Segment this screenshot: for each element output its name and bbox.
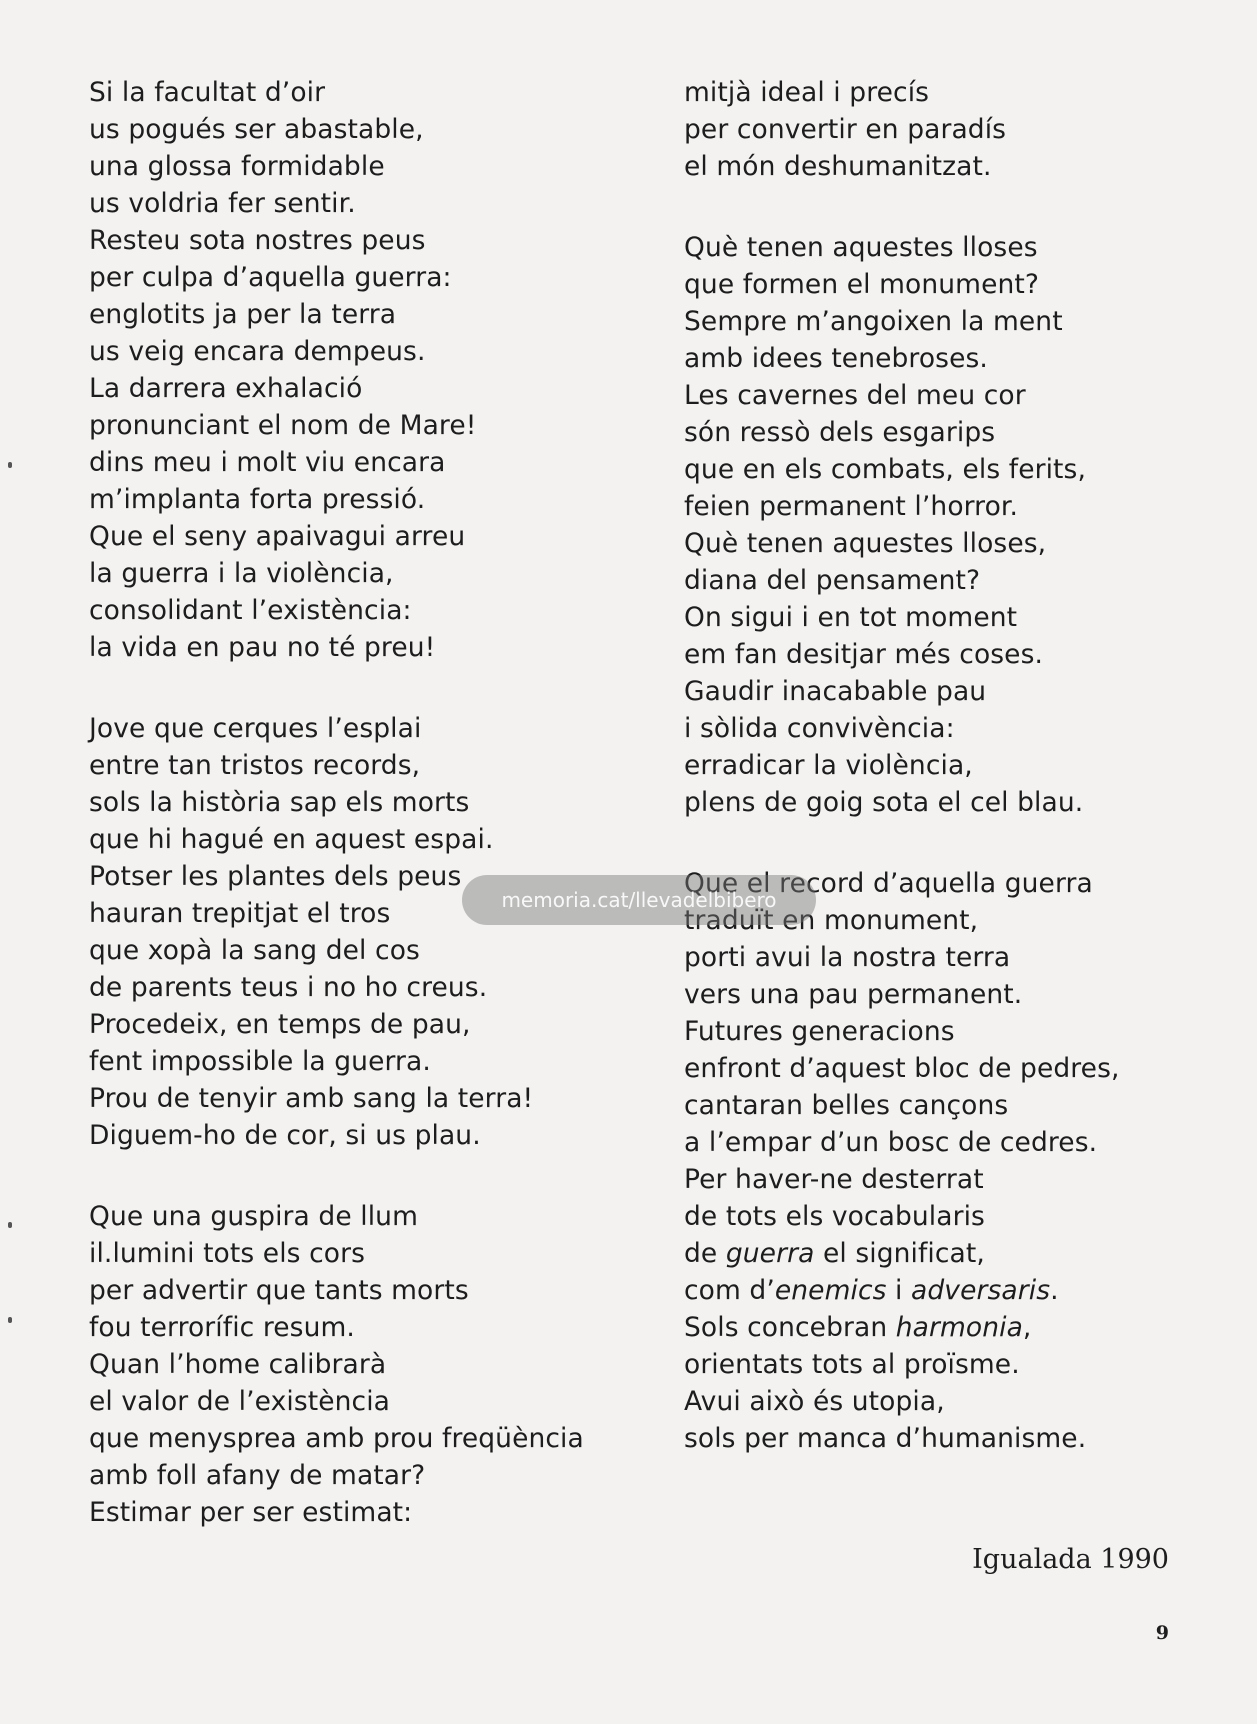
verse-line: Estimar per ser estimat:	[89, 1497, 413, 1528]
verse-line: Avui això és utopia,	[684, 1386, 945, 1417]
verse-line: sols per manca d’humanisme.	[684, 1423, 1087, 1454]
verse-line: la vida en pau no té preu!	[89, 632, 436, 663]
verse-line: per advertir que tants morts	[89, 1275, 469, 1306]
verse-line: que en els combats, els ferits,	[684, 454, 1086, 485]
verse-line: amb foll afany de matar?	[89, 1460, 426, 1491]
emphasis-text: enemics	[774, 1275, 887, 1306]
line-text: Sols concebran	[684, 1312, 896, 1343]
verse-line: per convertir en paradís	[684, 114, 1007, 145]
verse-line: Que una guspira de llum	[89, 1201, 418, 1232]
verse-line: Quan l’home calibrarà	[89, 1349, 387, 1380]
verse-line: il.lumini tots els cors	[89, 1238, 365, 1269]
verse-line: Futures generacions	[684, 1016, 955, 1047]
verse-line: una glossa formidable	[89, 151, 385, 182]
verse-line: englotits ja per la terra	[89, 299, 397, 330]
verse-line: sols la història sap els morts	[89, 787, 470, 818]
verse-line: que xopà la sang del cos	[89, 935, 420, 966]
verse-line: m’implanta forta pressió.	[89, 484, 426, 515]
right-column	[684, 74, 1184, 1501]
verse-line: Gaudir inacabable pau	[684, 676, 987, 707]
verse-line: Què tenen aquestes lloses,	[684, 528, 1047, 559]
verse-line: amb idees tenebroses.	[684, 343, 988, 374]
verse-line: erradicar la violència,	[684, 750, 973, 781]
scan-speck	[8, 1222, 12, 1228]
verse-line: us voldria fer sentir.	[89, 188, 356, 219]
verse-line: Què tenen aquestes lloses	[684, 232, 1038, 263]
verse-line: entre tan tristos records,	[89, 750, 421, 781]
verse-line: de parents teus i no ho creus.	[89, 972, 488, 1003]
verse-line: per culpa d’aquella guerra:	[89, 262, 452, 293]
verse-line: Resteu sota nostres peus	[89, 225, 426, 256]
verse-line: Potser les plantes dels peus	[89, 861, 462, 892]
verse-line: diana del pensament?	[684, 565, 981, 596]
verse-line: que menysprea amb prou freqüència	[89, 1423, 584, 1454]
verse-line: porti avui la nostra terra	[684, 942, 1011, 973]
verse-line: Que el seny apaivagui arreu	[89, 521, 466, 552]
verse-line	[684, 1272, 1184, 1309]
verse-line: vers una pau permanent.	[684, 979, 1023, 1010]
verse-line	[684, 1235, 1184, 1272]
line-text: el significat,	[814, 1238, 985, 1269]
verse-line: que hi hagué en aquest espai.	[89, 824, 494, 855]
verse-line: el valor de l’existència	[89, 1386, 390, 1417]
verse-line: Diguem-ho de cor, si us plau.	[89, 1120, 481, 1151]
verse-line: Que el record d’aquella guerra	[684, 868, 1093, 899]
stanza-3	[89, 1198, 649, 1531]
left-column	[89, 74, 649, 1575]
stanza-5	[684, 229, 1184, 821]
stanza-1	[89, 74, 649, 666]
emphasis-text: guerra	[725, 1238, 815, 1269]
verse-line: enfront d’aquest bloc de pedres,	[684, 1053, 1120, 1084]
verse-line: orientats tots al proïsme.	[684, 1349, 1020, 1380]
verse-line: i sòlida convivència:	[684, 713, 955, 744]
verse-line: plens de goig sota el cel blau.	[684, 787, 1084, 818]
verse-line: em fan desitjar més coses.	[684, 639, 1044, 670]
verse-line: feien permanent l’horror.	[684, 491, 1018, 522]
verse-line: Les cavernes del meu cor	[684, 380, 1026, 411]
verse-line: el món deshumanitzat.	[684, 151, 992, 182]
line-text: com d’	[684, 1275, 775, 1306]
verse-line: Per haver-ne desterrat	[684, 1164, 984, 1195]
verse-line: traduït en monument,	[684, 905, 979, 936]
stanza-2	[89, 710, 649, 1154]
verse-line: hauran trepitjat el tros	[89, 898, 391, 929]
emphasis-text: harmonia	[895, 1312, 1023, 1343]
verse-line: mitjà ideal i precís	[684, 77, 930, 108]
verse-line: pronunciant el nom de Mare!	[89, 410, 477, 441]
line-text: .	[1050, 1275, 1059, 1306]
watermark-badge: memoria.cat/llevadelbibero	[462, 875, 816, 925]
verse-line: us pogués ser abastable,	[89, 114, 424, 145]
verse-line: On sigui i en tot moment	[684, 602, 1018, 633]
verse-line: la guerra i la violència,	[89, 558, 394, 589]
verse-line: Si la facultat d’oir	[89, 77, 326, 108]
verse-line: són ressò dels esgarips	[684, 417, 996, 448]
verse-line: consolidant l’existència:	[89, 595, 412, 626]
line-text: ,	[1022, 1312, 1032, 1343]
verse-line: a l’empar d’un bosc de cedres.	[684, 1127, 1098, 1158]
stanza-6	[684, 865, 1184, 1457]
verse-line: cantaran belles cançons	[684, 1090, 1009, 1121]
verse-line: fou terrorífic resum.	[89, 1312, 355, 1343]
stanza-4	[684, 74, 1184, 185]
emphasis-text: adversaris	[911, 1275, 1051, 1306]
line-text: i	[886, 1275, 912, 1306]
page-number: 9	[1155, 1622, 1169, 1644]
verse-line: de tots els vocabularis	[684, 1201, 985, 1232]
verse-line: Procedeix, en temps de pau,	[89, 1009, 471, 1040]
place-date: Igualada 1990	[972, 1544, 1169, 1575]
scan-speck	[8, 1317, 12, 1323]
verse-line: La darrera exhalació	[89, 373, 363, 404]
scan-speck	[8, 462, 12, 468]
verse-line: dins meu i molt viu encara	[89, 447, 446, 478]
verse-line: fent impossible la guerra.	[89, 1046, 431, 1077]
verse-line	[684, 1309, 1184, 1346]
verse-line: Sempre m’angoixen la ment	[684, 306, 1063, 337]
verse-line: que formen el monument?	[684, 269, 1040, 300]
line-text: de	[684, 1238, 726, 1269]
verse-line: us veig encara dempeus.	[89, 336, 426, 367]
verse-line: Jove que cerques l’esplai	[89, 713, 422, 744]
verse-line: Prou de tenyir amb sang la terra!	[89, 1083, 534, 1114]
